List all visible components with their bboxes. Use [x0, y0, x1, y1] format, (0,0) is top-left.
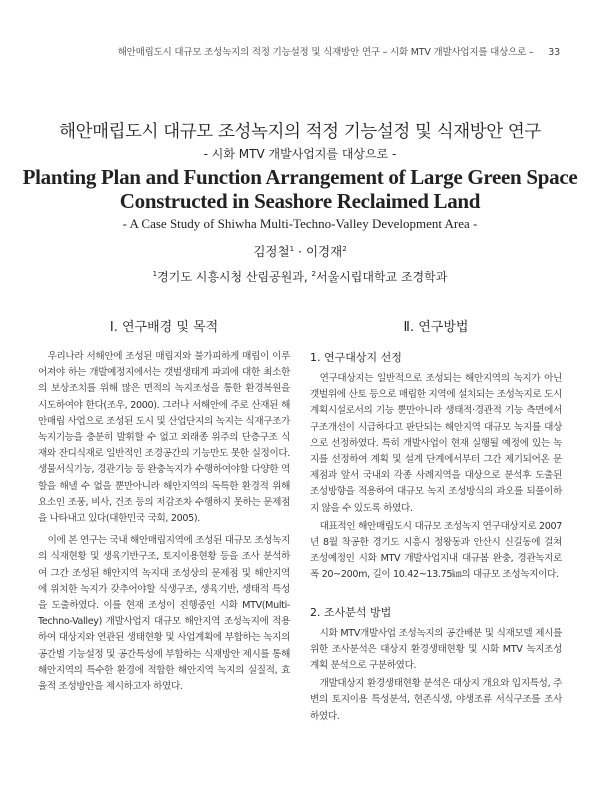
section-title-background: Ⅰ. 연구배경 및 목적 [109, 320, 219, 335]
subsection-title-survey: 2. 조사분석 방법 [310, 605, 392, 619]
author-line [20, 242, 580, 260]
author-1-mark: 1 [289, 244, 295, 253]
running-title: 해안매립도시 대규모 조성녹지의 적정 기능설정 및 식재방안 연구 – 시화 MTV 개발사업지를 대상으로 – [117, 47, 534, 58]
author-1: 김정철 [253, 244, 290, 259]
affil-2-mark: 2 [311, 270, 316, 278]
author-2-mark: 2 [342, 244, 347, 253]
author-separator: · [294, 244, 306, 259]
subsection-title-site: 1. 연구대상지 선정 [310, 351, 402, 364]
korean-subtitle: - 시화 MTV 개발사업지를 대상으로 - [203, 147, 397, 161]
right-column [310, 316, 562, 725]
body-paragraph: 연구대상지는 일반적으로 조성되는 해안지역의 녹지가 아닌 갯벌위에 산토 등으로 매립한 지역에 설치되는 조성녹지로 도시계획시설로서의 기능 뿐만아니라 생태적·경관적 기능 측면에서 구조개선이 시급하다고 판단되는 해안지역 대규모 녹지를 대상으로 선정하였다. 특히 개발사업이 현재 실행될 예정에 있는 녹지를 선정하여 계획 및 설계 단계에서부터 그간 제기되어온 문제점과 앞서 국내외 각종 사례지역을 대상으로 분석후 도출된 조성방향을 적용하여 대규모 녹지 조성방식의 과오를 되풀이하지 않을 수 있도록 하였다. [310, 373, 562, 514]
author-2: 이경재 [305, 244, 343, 259]
affil-1-mark: 1 [152, 270, 158, 278]
spacer [310, 584, 562, 594]
body-paragraph: 이에 본 연구는 국내 해안매립지역에 조성된 대규모 조성녹지의 식재현황 및 생육기반구조, 토지이용현황 등을 조사 분석하여 그간 조성된 해안지역 녹지대 조성상의 문제점 및 해안지역에 위치한 녹지가 갖추어야할 식생구조, 생육기반, 생태적 특성을 도출하였다. 이를 현재 조성이 진행중인 시화 MTV(Multi-Techno-Valley) 개발사업지 대규모 해안지역 조성녹지에 적용하여 대상지와 연관된 생태현황 및 사업계획에 부합하는 녹지의 공간별 기능설정 및 공간특성에 부합하는 식재방안 제시를 통해 해안지역의 특수한 환경에 적합한 해안지역 녹지의 실질적, 효율적 조성방안을 제시하고자 하였다. [38, 535, 290, 693]
body-paragraph: 개발대상지 환경생태현황 분석은 대상지 개요와 입지특성, 주변의 토지이용 특성분석, 현존식생, 야생조류 서식구조를 조사하였다. [310, 678, 562, 722]
body-paragraph: 우리나라 서해안에 조성된 매립지와 불가피하게 매립이 이루어져야 하는 개발예정지에서는 갯벌생태계 파괴에 대한 최소한의 보상조치를 위해 많은 면적의 녹지조성을 통한 환경복원을 시도하여야 한다(조우, 2000). 그러나 서해안에 주로 산재된 해안매립 사업으로 조성된 도시 및 산업단지의 녹지는 식재구조가 녹지기능을 충분히 발휘할 수 없고 외래종 위주의 단층구조 식재와 잔디식재로 일반적인 조경공간의 기능만도 못한 실정이다. 생물서식기능, 경관기능 등 완충녹지가 수행하여야할 다양한 역할을 해낼 수 없을 뿐만아니라 해안지역의 독특한 환경적 위해요소인 조풍, 비사, 건조 등의 저감조차 수행하지 못하는 문제점을 나타내고 있다(대한민국 국회, 2005). [38, 351, 290, 525]
korean-title: 해안매립도시 대규모 조성녹지의 적정 기능설정 및 식재방안 연구 [59, 122, 541, 142]
left-column [38, 316, 290, 695]
affiliation-2: 서울시립대학교 조경학과 [315, 270, 448, 284]
running-header [40, 44, 560, 58]
english-subtitle: - A Case Study of Shiwha Multi-Techno-Valley Development Area - [122, 216, 478, 231]
affiliation-line [20, 268, 580, 285]
english-title-line1: Planting Plan and Function Arrangement of Large Green Space [22, 165, 578, 189]
body-paragraph: 시화 MTV개발사업 조성녹지의 공간배분 및 식재모델 제시를 위한 조사분석은 대상지 환경생태현황 및 시화 MTV 녹지조성계획 분석으로 구분하였다. [310, 627, 562, 672]
page-number: 33 [548, 47, 560, 58]
section-title-methods: Ⅱ. 연구방법 [403, 320, 469, 335]
english-title [10, 165, 590, 213]
body-paragraph: 대표적인 해안매립도시 대규모 조성녹지 연구대상지로 2007년 8월 착공한 경기도 시흥시 정왕동과 안산시 신길동에 걸쳐 조성예정인 시화 MTV 개발사업지내 대규봄 완충, 경관녹지로 폭 20~200m, 길이 10.42~13.75㎞의 대규모 조성녹지이다. [310, 520, 562, 581]
english-title-line2: Constructed in Seashore Reclaimed Land [119, 189, 481, 213]
affiliation-1: 경기도 시흥시청 산림공원과, [157, 270, 312, 284]
